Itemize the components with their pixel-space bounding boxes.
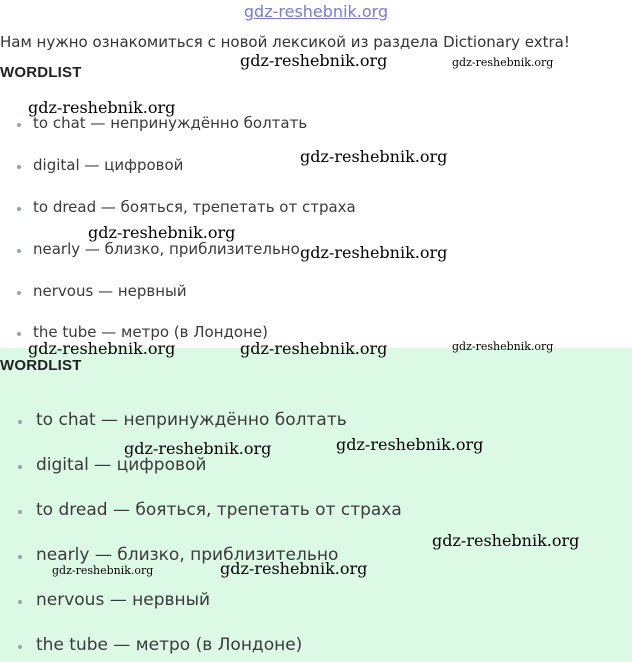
watermark: gdz-reshebnik.org <box>124 439 272 458</box>
watermark: gdz-reshebnik.org <box>52 564 154 577</box>
watermark: gdz-reshebnik.org <box>300 243 448 262</box>
watermark: gdz-reshebnik.org <box>28 98 176 117</box>
wordlist-title-1: WORDLIST <box>0 64 82 81</box>
list-item: the tube — метро (в Лондоне) <box>33 323 268 341</box>
watermark: gdz-reshebnik.org <box>336 435 484 454</box>
watermark: gdz-reshebnik.org <box>220 559 368 578</box>
list-item: to dread — бояться, трепетать от страха <box>36 500 402 520</box>
list-item: to chat — непринуждённо болтать <box>36 410 347 430</box>
list-item: nervous — нервный <box>36 590 211 610</box>
list-item: the tube — метро (в Лондоне) <box>36 635 303 655</box>
watermark: gdz-reshebnik.org <box>432 531 580 550</box>
watermark: gdz-reshebnik.org <box>452 56 554 69</box>
list-item: to dread — бояться, трепетать от страха <box>33 198 356 216</box>
site-header-link[interactable]: gdz-reshebnik.org <box>243 2 389 21</box>
list-item: nearly — близко, приблизительно <box>33 240 300 258</box>
watermark: gdz-reshebnik.org <box>300 147 448 166</box>
intro-text: Нам нужно ознакомиться с новой лексикой из раздела Dictionary extra! <box>0 33 570 51</box>
watermark: gdz-reshebnik.org <box>240 339 388 358</box>
list-item: nervous — нервный <box>33 282 187 300</box>
list-item: digital — цифровой <box>33 156 184 174</box>
list-item: to chat — непринуждённо болтать <box>33 114 308 132</box>
watermark: gdz-reshebnik.org <box>240 51 388 70</box>
watermark: gdz-reshebnik.org <box>88 223 236 242</box>
watermark: gdz-reshebnik.org <box>28 339 176 358</box>
wordlist-title-2: WORDLIST <box>0 357 82 374</box>
list-item: digital — цифровой <box>36 455 207 475</box>
list-item: nearly — близко, приблизительно <box>36 545 339 565</box>
watermark: gdz-reshebnik.org <box>452 340 554 353</box>
